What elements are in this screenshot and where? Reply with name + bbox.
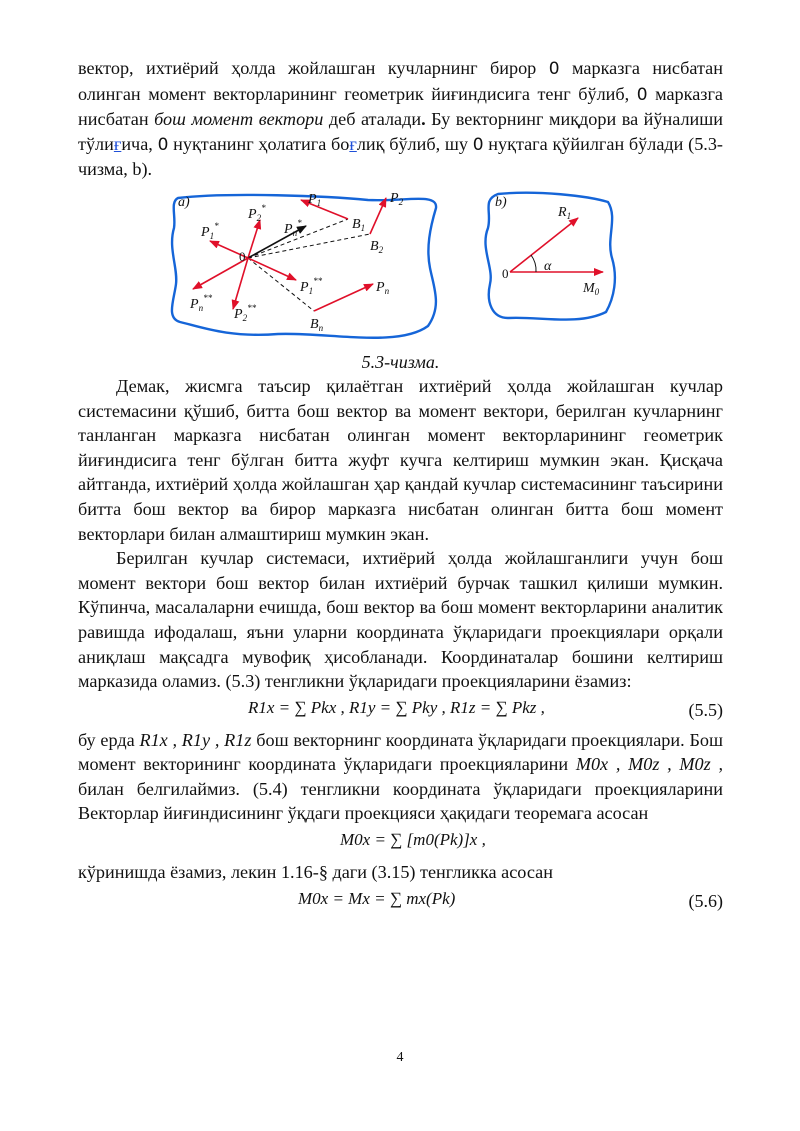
- page-number: 4: [396, 1050, 404, 1065]
- label-P2-star: $P_2^*$: [248, 202, 266, 223]
- equation-mid-expression: M0x = ∑ [m0(Pk)]x ,: [340, 830, 486, 850]
- label-origin-b: 0: [502, 265, 509, 281]
- body-outline-b: [485, 193, 614, 320]
- equation-mid: [78, 826, 723, 860]
- label-alpha: α: [544, 258, 552, 274]
- equation-5-5-expression: R1x = ∑ Pkx , R1y = ∑ Pky , R1z = ∑ Pkz ,: [248, 697, 545, 717]
- figure-5-3: [78, 188, 723, 346]
- arrow-P2: [370, 198, 386, 234]
- paragraph-4: бу ерда R1x , R1y , R1z бош векторнинг координата ўқларидаги проекциялари. Бош момент векторининг координата ўқларидаги проекцияларини M0x , M0z , M0z , билан белгилаймиз. (5.4) тенгликни координата ўқларидаги проекцияларини Векторлар йиғиндисининг ўқдаги проекцияси ҳақидаги теоремага асосан: [78, 729, 723, 824]
- label-Pn-2star: $P_n^{**}$: [190, 292, 213, 313]
- label-B1: $B_1$: [352, 216, 366, 233]
- label-Pn: $P_n$: [376, 279, 390, 296]
- label-B2: $B_2$: [370, 238, 384, 255]
- label-b: b): [495, 194, 507, 210]
- page-content: [78, 56, 723, 919]
- equation-5-6-number: (5.6): [688, 890, 723, 911]
- angle-arc: [531, 255, 536, 272]
- paragraph-1: вектор, ихтиёрий ҳолда жойлашган кучларнинг бирор 0 марказга нисбатан олинган момент векторларининг геометрик йиғиндисига тенг бўлиб, 0 марказга нисбатан бош момент вектори деб аталади. Бу векторнинг миқдори ва йўналиши тўлиғича, 0 нуқтанинг ҳолатига боғлиқ бўлиб, шу 0 нуқтага қўйилган бўлади (5.3-чизма, b).: [78, 58, 724, 180]
- projection-vars-M: M0x , M0z , M0z ,: [575, 754, 723, 775]
- projection-vars-R: R1x , R1y , R1z: [139, 729, 252, 750]
- paragraph-3: Берилган кучлар системаси, ихтиёрий ҳолда жойлашганлиги учун бош момент вектори бош вектор билан ихтиёрий бурчак ташкил қилиши мумкин. Кўпинча, масалаларни ечишда, бош вектор ва бош момент векторларини аналитик равишда ифодалаш, яъни уларни координата ўқларидаги проекциялари орқали аниқлаш мақсадга мувофиқ ҳисобланади. Координаталар бошини келтириш марказида оламиз. (5.3) тенгликни ўқларидаги проекцияларини ёзамиз:: [78, 548, 723, 692]
- hyperlink-2[interactable]: ғ: [349, 133, 357, 154]
- label-P1: $P_1$: [308, 191, 322, 208]
- label-origin-a: 0: [239, 248, 246, 264]
- label-Bn: $B_n$: [310, 316, 324, 333]
- term-main-moment: бош момент вектори: [154, 109, 324, 130]
- label-P2-2star: $P_2^{**}$: [234, 302, 257, 323]
- label-P1-star: $P_1^*$: [201, 220, 219, 241]
- hyperlink-1[interactable]: ғ: [113, 133, 122, 154]
- arrow-Pn: [314, 284, 373, 311]
- paragraph-5: кўринишда ёзамиз, лекин 1.16-§ даги (3.15) тенгликка асосан: [78, 862, 553, 883]
- equation-5-5-number: (5.5): [688, 699, 723, 720]
- label-R1: $R_1$: [558, 204, 572, 221]
- equation-5-5: [78, 694, 723, 728]
- body-outline-a: [172, 195, 436, 338]
- figure-caption: 5.3-чизма.: [361, 351, 440, 372]
- paragraph-2: Демак, жисмга таъсир қилаётган ихтиёрий ҳолда жойлашган кучлар системасини қўшиб, битта бош вектор ва момент вектори, берилган кучларнинг танланган марказга нисбатан олинган момент векторларининг геометрик йиғиндисига тенг бўлган битта жуфт кучга келтириш мумкин экан. Қисқача айтганда, ихтиёрий ҳолда жойлашган ҳар қандай кучлар системасининг таъсирини битта бош вектор ва бирор марказга нисбатан олинган битта бош момент векторлари билан алмаштириш мумкин экан.: [78, 375, 723, 544]
- label-a: a): [178, 194, 190, 210]
- equation-5-6: [78, 885, 723, 919]
- label-P2: $P_2$: [390, 190, 404, 207]
- label-M0: $M_0$: [583, 280, 600, 297]
- label-P1-2star: $P_1^{**}$: [300, 275, 323, 296]
- equation-5-6-expression: M0x = Mx = ∑ mx(Pk): [298, 888, 456, 908]
- label-Pn-star: $P_n^*$: [284, 217, 302, 238]
- figure-svg: [78, 188, 723, 346]
